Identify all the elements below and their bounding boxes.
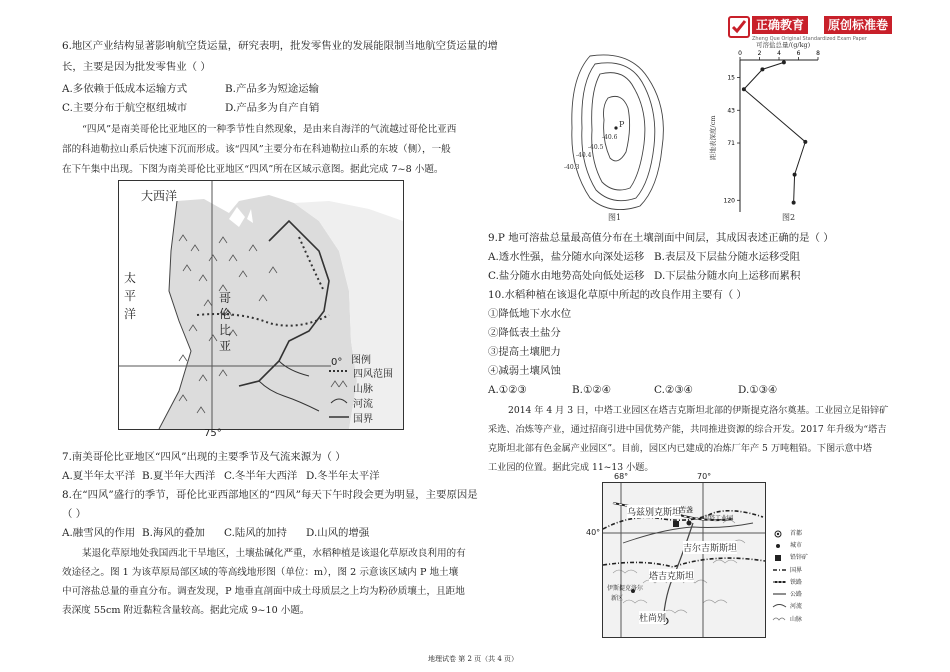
passage2-line3: 中可溶盐总量的垂直分布。调查发现，P 地垂直剖面中成土母质层之上均为粉砂质壤土，且距地 [62,586,465,597]
map1-longitude-label: 75° [204,428,222,439]
map2-new-city-line1: 伊斯提克洛尔 [607,585,644,592]
map1-equator-label: 0° [331,357,343,368]
fig2-data-point [792,201,796,205]
q7-stem: 7.南美哥伦比亚地区“四风”出现的主要季节及气流来源为（ ） [62,451,346,463]
colombia-map [118,180,404,430]
map1-colombia-label-1: 哥 [219,291,232,305]
map1-colombia-label-2: 伦 [219,307,232,321]
passage1-line3: 在下午集中出现。下图为南美哥伦比亚地区“四风”所在区域示意图。据此完成 7~8 小题。 [62,164,444,175]
q6-stem-line1: 6.地区产业结构显著影响航空货运量，研究表明，批发零售业的发展能限制当地航空货运量的增 [62,40,498,52]
check-icon [728,16,750,38]
q10-option-a: A.①②③ [488,384,527,396]
map2-new-city-line2: 新区 [611,595,624,602]
map1-colombia-label-3: 比 [219,323,232,337]
map2-lat: 40° [586,528,601,537]
fig1-contour-4: -40.3 [564,164,580,171]
q8-option-a: A.融雪风的作用 [62,527,136,539]
q9-option-b: B.表层及下层盐分随水运移受阻 [654,251,801,263]
q10-option-d: D.①③④ [738,384,778,396]
q8-paren: （ ） [62,508,87,520]
map1-legend-river: 河流 [353,399,373,410]
q8-option-c: C.陆风的加持 [224,527,287,539]
q10-item-3: ③提高土壤肥力 [488,346,561,358]
map2-tajik-label: 塔吉克斯坦 [649,569,694,582]
fig2-y-tick-label: 15 [727,74,735,82]
map2-leg-mount: 山脉 [790,616,803,623]
fig1-caption: 图1 [608,213,622,222]
map1-pacific-label-3: 洋 [124,307,137,321]
fig2-y-tick-label: 71 [727,140,735,148]
map2-kyrgyz-label: 吉尔吉斯斯坦 [683,541,737,554]
header-subtitle: Zheng Que Original Standardized Exam Paper [752,36,867,42]
fig2-x-tick-label: 0 [738,50,742,57]
passage2-line4: 表深度 55cm 附近黏粒含量较高。据此完成 9~10 小题。 [62,605,310,616]
slogan-badge: 原创标准卷 [824,16,892,34]
map2-dushanbe-label: 杜尚别 [639,611,666,624]
fig2-data-point [782,60,786,64]
fig2-x-tick-label: 6 [796,50,801,57]
map2-uzbek-label: 乌兹别克斯坦 [627,505,681,518]
passage3-line3: 克斯坦北部有色金属产业园区”。目前，园区内已建成的冶炼厂年产 5 万吨粗铅。下图示意中塔 [488,443,872,454]
q9-option-d: D.下层盐分随水向上运移而累积 [654,270,801,282]
q10-item-1: ①降低地下水水位 [488,308,572,320]
map2-city-label: 苦盏 [679,506,693,514]
q8-option-b: B.海风的叠加 [142,527,205,539]
fig2-data-point [803,140,807,144]
passage2-line2: 效途径之。图 1 为该草原局部区域的等高线地形图（单位：m），图 2 示意该区域内 P 地土壤 [62,567,459,578]
q10-option-c: C.②③④ [654,384,693,396]
passage3-line2: 采选、冶炼等产业，通过招商引进中国优势产能，共同推进资源的综合开发。2017 年升级为“塔吉 [488,424,887,435]
map2-legend [772,530,832,640]
passage2-line1: 某退化草原地处我国西北干旱地区，土壤盐碱化严重，水稻种植是该退化草原改良利用的有 [82,548,466,559]
fig2-top-title: 可溶盐总量/(g/kg) [756,41,811,49]
passage1-line2: 部的科迪勒拉山系后快速下沉而形成。该“四风”主要分布在科迪勒拉山系的东坡（侧），一般 [62,144,451,155]
tajik-map [602,482,766,638]
q10-stem: 10.水稻种植在该退化草原中所起的改良作用主要有（ ） [488,289,747,301]
map2-park-label: 中塔工业园 [703,515,734,522]
q7-option-a: A.夏半年太平洋 [62,470,136,482]
map2-leg-rail: 铁路 [790,579,803,586]
fig2-caption: 图2 [782,213,796,222]
q9-option-a: A.透水性强，盐分随水向深处运移 [488,251,645,263]
brand-badge: 正确教育 [752,16,808,34]
map1-pacific-label-1: 太 [124,271,137,285]
map1-legend-title: 图例 [351,355,371,366]
fig1-contour-3: -40.4 [576,152,592,159]
q10-option-b: B.①②④ [572,384,611,396]
map1-atlantic-label: 大西洋 [141,189,178,203]
fig2-y-tick-label: 120 [723,197,735,205]
q9-option-c: C.盐分随水由地势高处向低处运移 [488,270,645,282]
passage3-line4: 工业园的位置。据此完成 11~13 小题。 [488,462,654,473]
figure1-contour-map [560,48,685,223]
map1-colombia-label-4: 亚 [219,339,232,353]
map2-leg-river: 河流 [790,603,803,610]
q7-option-d: D.冬半年太平洋 [306,470,380,482]
q6-stem-line2: 长，主要是因为批发零售业（ ） [62,61,211,73]
q10-item-2: ②降低表土盐分 [488,327,561,339]
map1-legend-border: 国界 [353,414,373,425]
fig2-x-tick-label: 8 [816,50,820,57]
fig2-series-line [744,62,805,202]
map2-leg-capital: 首都 [790,530,803,537]
fig2-x-tick-label: 2 [757,50,762,57]
q10-item-4: ④减弱土壤风蚀 [488,365,561,377]
map2-leg-city: 城市 [790,542,803,549]
q7-option-c: C.冬半年大西洋 [224,470,298,482]
fig2-data-point [760,67,764,71]
map1-legend-mountain: 山脉 [353,384,373,395]
map1-pacific-label-2: 平 [124,289,137,303]
q9-stem: 9.P 地可溶盐总量最高值分布在土壤剖面中间层，其成因表述正确的是（ ） [488,232,834,244]
q6-option-b: B.产品多为短途运输 [225,83,320,95]
q7-option-b: B.夏半年大西洋 [142,470,216,482]
map2-lon2: 70° [697,472,712,481]
figure2-salt-chart [710,40,850,225]
q6-option-a: A.多依赖于低成本运输方式 [62,83,188,95]
fig1-contour-1: -40.6 [602,134,618,141]
fig1-contour-2: -40.5 [588,144,604,151]
passage3-line1: 2014 年 4 月 3 日，中塔工业园区在塔吉克斯坦北部的伊斯提克洛尔奠基。工业园立足铅锌矿 [508,405,889,416]
fig2-data-point [793,173,797,177]
passage1-line1: “四风”是南美哥伦比亚地区的一种季节性自然现象，是由来自海洋的气流越过哥伦比亚西 [82,124,457,135]
map2-lon1: 68° [614,472,629,481]
fig2-data-point [742,87,746,91]
map2-leg-park: 铅锌矿 [790,554,809,561]
page-footer: 地理试卷 第 2 页（共 4 页） [428,655,519,663]
q6-option-c: C.主要分布于航空枢纽城市 [62,102,188,114]
fig2-y-tick-label: 43 [727,107,735,115]
map1-legend-wind: 四风范围 [353,369,393,380]
q6-option-d: D.产品多为自产自销 [225,102,320,114]
q8-stem: 8.在“四风”盛行的季节，哥伦比亚西部地区的“四风”每天下午时段会更为明显，主要原因是 [62,489,478,501]
map2-leg-border: 国界 [790,567,803,574]
q8-option-d: D.山风的增强 [306,527,370,539]
fig1-p-label: P [619,120,625,129]
fig2-y-title: 距地表深度/cm [709,115,717,160]
fig2-x-tick-label: 4 [777,50,781,57]
map2-leg-road: 公路 [790,591,803,598]
